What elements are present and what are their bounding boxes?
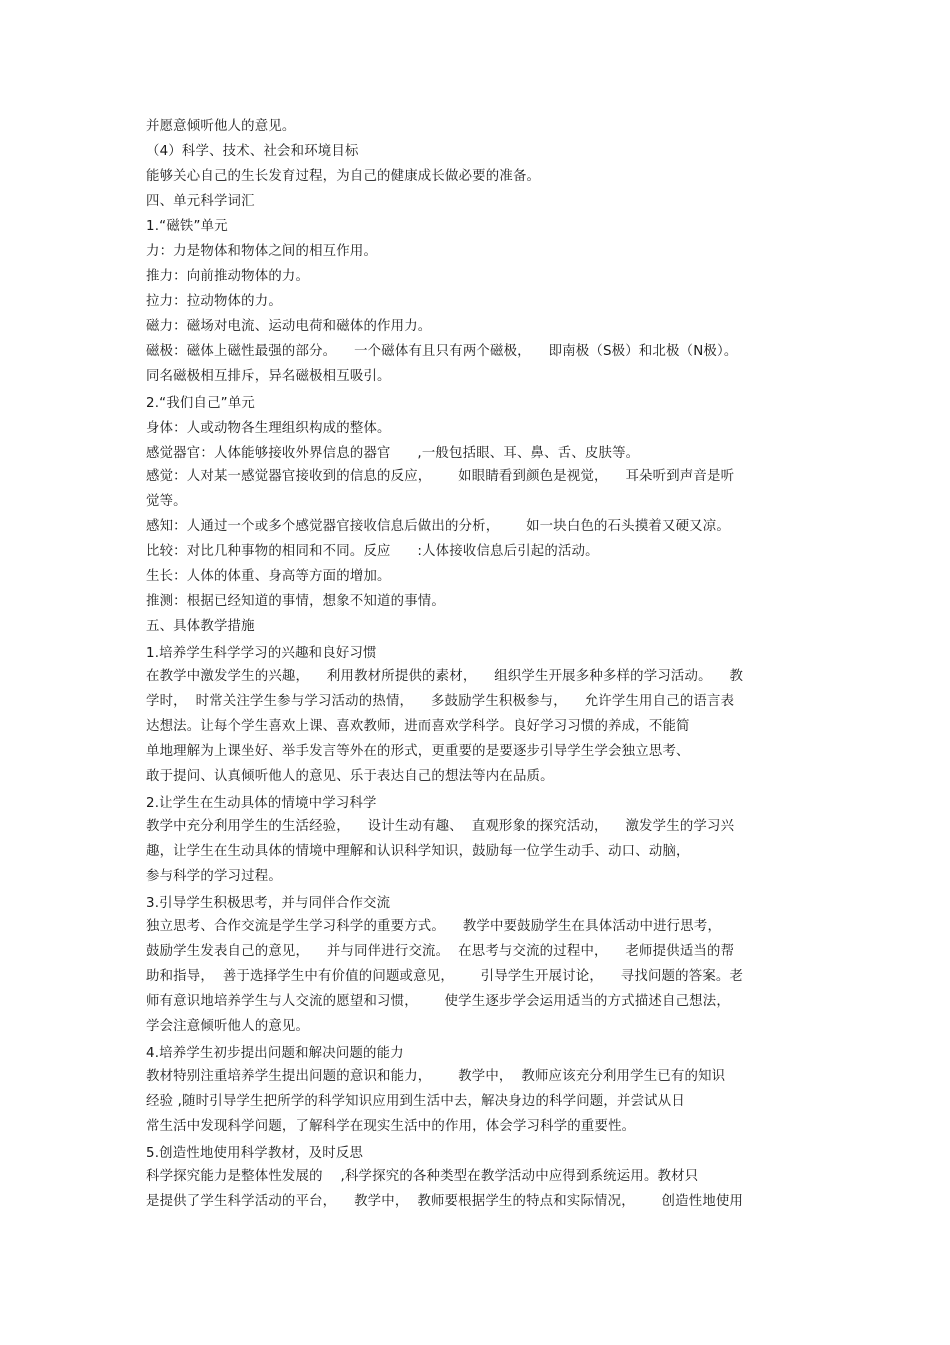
text-line: 感觉：人对某一感觉器官接收到的信息的反应， 如眼睛看到颜色是视觉， 耳朵听到声音是听 [146, 469, 735, 484]
text-line: 学时， 时常关注学生参与学习活动的热情， 多鼓励学生积极参与， 允许学生用自己的语言表 [146, 694, 735, 709]
text-line: 五、具体教学措施 [146, 619, 255, 634]
text-line: 感知：人通过一个或多个感觉器官接收信息后做出的分析， 如一块白色的石头摸着又硬又凉。 [146, 519, 730, 534]
text-line: 达想法。让每个学生喜欢上课、喜欢教师，进而喜欢学科学。良好学习习惯的养成，不能简 [146, 719, 690, 734]
text-line: 3.引导学生积极思考，并与同伴合作交流 [146, 896, 391, 911]
text-line: 在教学中激发学生的兴趣， 利用教材所提供的素材， 组织学生开展多种多样的学习活动。 教 [146, 669, 744, 684]
text-line: 教材特别注重培养学生提出问题的意识和能力， 教学中， 教师应该充分利用学生已有的知识 [146, 1069, 726, 1084]
text-line: 科学探究能力是整体性发展的 ,科学探究的各种类型在教学活动中应得到系统运用。教材只 [146, 1169, 699, 1184]
text-line: 1.培养学生科学学习的兴趣和良好习惯 [146, 646, 377, 661]
text-line: 学会注意倾听他人的意见。 [146, 1019, 310, 1034]
text-line: 推力：向前推动物体的力。 [146, 269, 310, 284]
text-line: 能够关心自己的生长发育过程，为自己的健康成长做必要的准备。 [146, 169, 541, 184]
text-line: 5.创造性地使用科学教材，及时反思 [146, 1146, 364, 1161]
text-line: 参与科学的学习过程。 [146, 869, 282, 884]
text-line: 助和指导， 善于选择学生中有价值的问题或意见， 引导学生开展讨论， 寻找问题的答案。老 [146, 969, 744, 984]
text-line: 磁力：磁场对电流、运动电荷和磁体的作用力。 [146, 319, 432, 334]
text-line: 力：力是物体和物体之间的相互作用。 [146, 244, 378, 259]
text-line: 1.“磁铁”单元 [146, 219, 228, 234]
text-line: 是提供了学生科学活动的平台， 教学中， 教师要根据学生的特点和实际情况， 创造性地使用 [146, 1194, 744, 1209]
text-line: 单地理解为上课坐好、举手发言等外在的形式，更重要的是要逐步引导学生学会独立思考、 [146, 744, 690, 759]
text-line: 4.培养学生初步提出问题和解决问题的能力 [146, 1046, 404, 1061]
text-line: 常生活中发现科学问题，了解科学在现实生活中的作用，体会学习科学的重要性。 [146, 1119, 636, 1134]
text-line: 经验 ,随时引导学生把所学的科学知识应用到生活中去，解决身边的科学问题，并尝试从日 [146, 1094, 685, 1109]
text-line: 2.“我们自己”单元 [146, 396, 255, 411]
text-line: 敢于提问、认真倾听他人的意见、乐于表达自己的想法等内在品质。 [146, 769, 554, 784]
text-line: 趣，让学生在生动具体的情境中理解和认识科学知识，鼓励每一位学生动手、动口、动脑， [146, 844, 690, 859]
text-line: 比较：对比几种事物的相同和不同。反应 :人体接收信息后引起的活动。 [146, 544, 599, 559]
text-line: 同名磁极相互排斥，异名磁极相互吸引。 [146, 369, 391, 384]
text-line: 生长：人体的体重、身高等方面的增加。 [146, 569, 391, 584]
text-line: 推测：根据已经知道的事情，想象不知道的事情。 [146, 594, 445, 609]
text-line: 并愿意倾听他人的意见。 [146, 119, 296, 134]
text-line: 鼓励学生发表自己的意见， 并与同伴进行交流。 在思考与交流的过程中， 老师提供适当的帮 [146, 944, 735, 959]
text-line: 拉力：拉动物体的力。 [146, 294, 282, 309]
text-line: （4）科学、技术、社会和环境目标 [146, 144, 359, 159]
text-line: 2.让学生在生动具体的情境中学习科学 [146, 796, 377, 811]
text-line: 独立思考、合作交流是学生学习科学的重要方式。 教学中要鼓励学生在具体活动中进行思考， [146, 919, 722, 934]
text-line: 磁极：磁体上磁性最强的部分。 一个磁体有且只有两个磁极， 即南极（S极）和北极（N极）。 [146, 344, 738, 359]
text-line: 四、单元科学词汇 [146, 194, 255, 209]
text-line: 觉等。 [146, 494, 187, 509]
text-line: 师有意识地培养学生与人交流的愿望和习惯， 使学生逐步学会运用适当的方式描述自己想法， [146, 994, 730, 1009]
text-line: 身体：人或动物各生理组织构成的整体。 [146, 421, 391, 436]
text-line: 感觉器官：人体能够接收外界信息的器官 ,一般包括眼、耳、鼻、舌、皮肤等。 [146, 446, 640, 461]
text-line: 教学中充分利用学生的生活经验， 设计生动有趣、 直观形象的探究活动， 激发学生的学习兴 [146, 819, 735, 834]
